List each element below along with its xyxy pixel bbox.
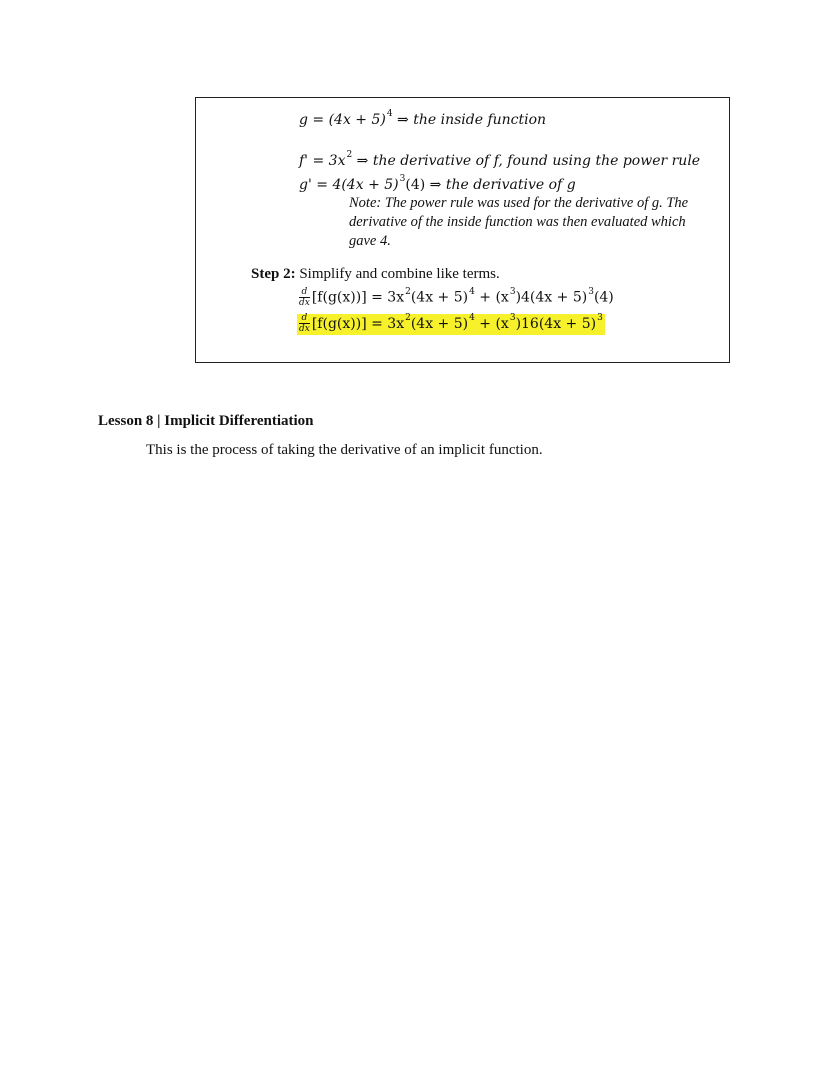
d-dx-fraction: $\frac{d}{dx}$: [299, 287, 310, 308]
example-box: [195, 97, 730, 363]
g-prime-exponent: 3: [399, 174, 406, 184]
g-def-exponent: 4: [386, 109, 393, 119]
step-2-text: Simplify and combine like terms.: [295, 266, 500, 282]
f-prime-rhs: ⇒ the derivative of f, found using the power rule: [352, 153, 701, 169]
lesson-title: Lesson 8 | Implicit Differentiation: [98, 413, 314, 429]
d-dx-fraction: $\frac{d}{dx}$: [299, 313, 310, 334]
g-prime-mid: (4): [405, 177, 426, 193]
g-prime-rhs: ⇒ the derivative of g: [425, 177, 576, 193]
g-prime-lhs: g' = 4(4x + 5): [299, 177, 399, 193]
step-2-label: Step 2:: [251, 266, 296, 282]
g-definition: [299, 109, 547, 128]
f-prime-lhs: f' = 3x: [299, 153, 346, 169]
final-answer-highlight: $\frac{d}{dx}$ $[f(g(x))] = 3x^2(4x + 5)^4 + (x^3)16(4x + 5)^3$: [299, 312, 603, 334]
f-prime-line: [299, 150, 701, 169]
g-prime-line: [299, 174, 576, 193]
lesson-body: This is the process of taking the derivative of an implicit function.: [146, 442, 543, 458]
g-def-lhs: g = (4x + 5): [299, 112, 386, 128]
equation-2-highlighted: [297, 313, 605, 334]
power-rule-note: Note: The power rule was used for the derivative of g. The derivative of the inside function was then evaluated which gave 4.: [349, 195, 689, 249]
step-2-heading: [251, 266, 500, 283]
f-prime-exponent: 2: [346, 150, 353, 160]
g-def-rhs: ⇒ the inside function: [392, 112, 547, 128]
equation-1: $\frac{d}{dx}$ $[f(g(x))] = 3x^2(4x + 5)^4 + (x^3)4(4x + 5)^3(4)$: [299, 286, 614, 308]
